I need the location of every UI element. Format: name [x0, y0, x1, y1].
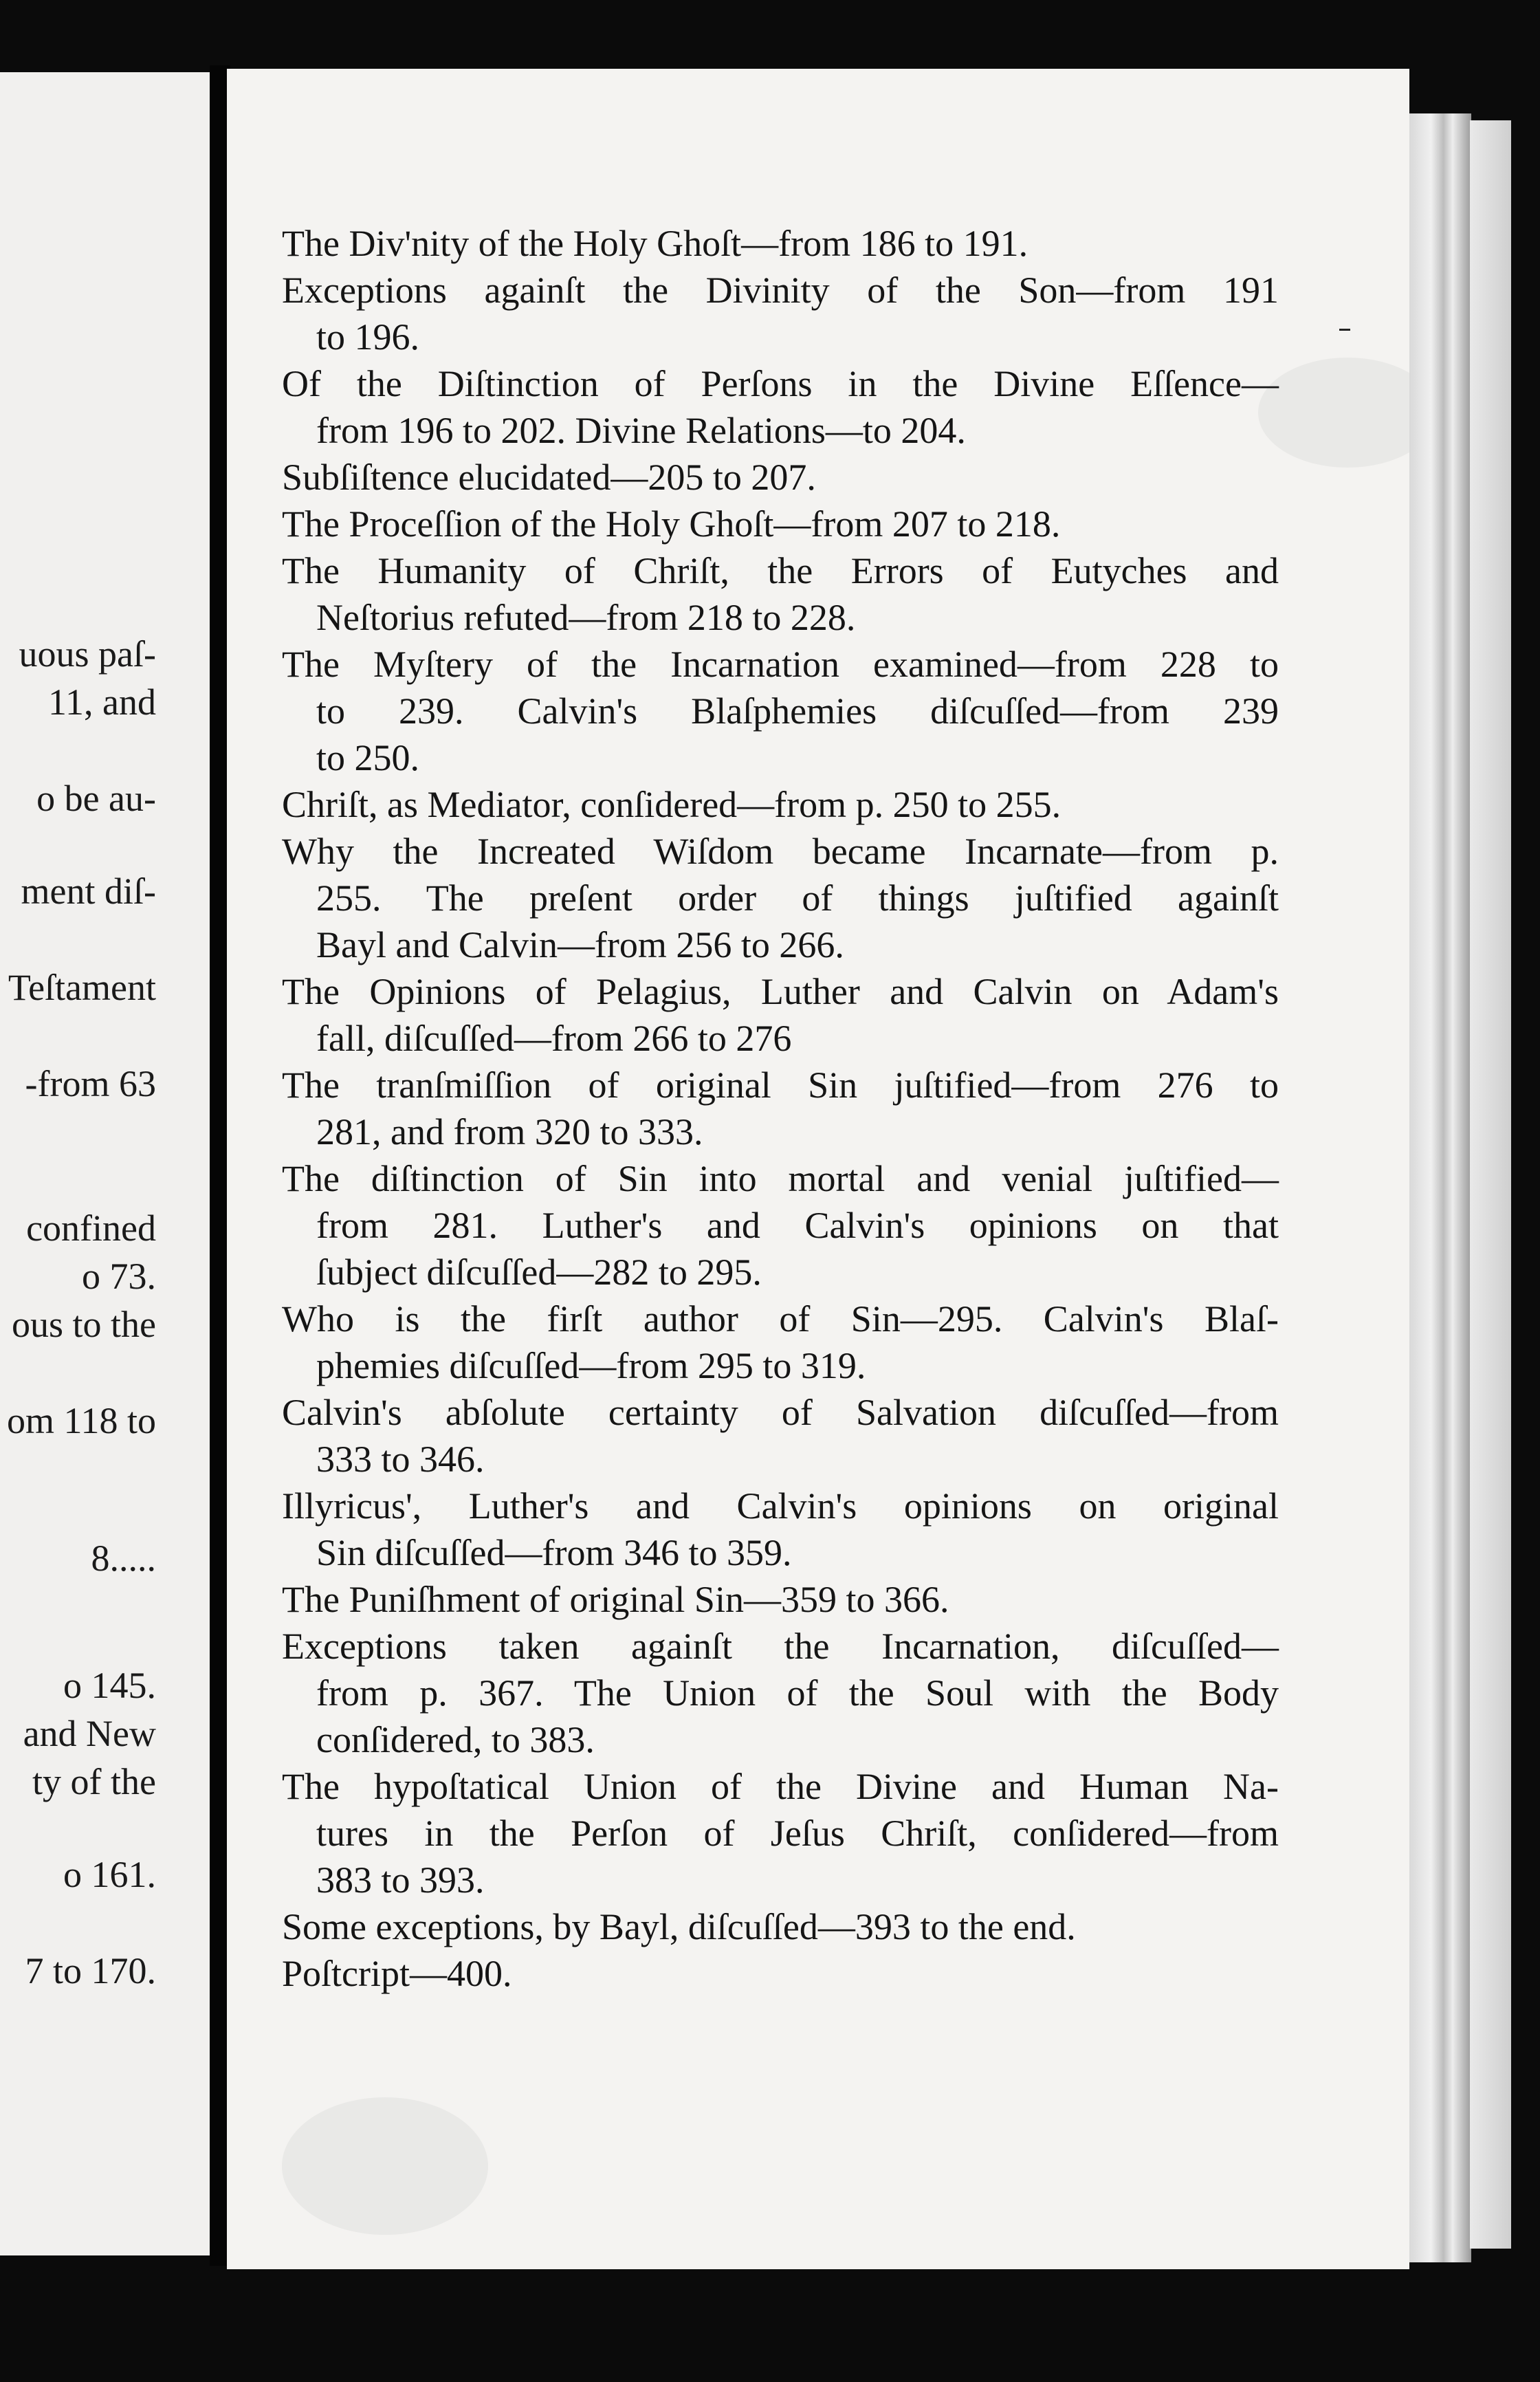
- toc-line: 383 to 393.: [316, 1859, 485, 1901]
- left-page-fragment: o 73.: [82, 1256, 156, 1297]
- toc-line: to 196.: [316, 316, 420, 358]
- toc-line: Illyricus', Luther's and Calvin's opinions on original: [282, 1485, 1279, 1527]
- toc-line: Exceptions againſt the Divinity of the Son—from 191: [282, 270, 1279, 311]
- toc-line: from p. 367. The Union of the Soul with the Body: [316, 1672, 1279, 1714]
- table-of-contents: [282, 220, 1279, 1997]
- toc-line: Who is the firſt author of Sin—295. Calvin's Blaſ-: [282, 1298, 1279, 1340]
- paper-stain: [282, 2097, 488, 2235]
- toc-line: The Proceſſion of the Holy Ghoſt—from 207 to 218.: [282, 503, 1061, 545]
- toc-entry: [282, 360, 1279, 454]
- toc-line: from 281. Luther's and Calvin's opinions on that: [316, 1205, 1279, 1246]
- toc-line: from 196 to 202. Divine Relations—to 204.: [316, 410, 966, 451]
- toc-line: Poſtcript—400.: [282, 1953, 512, 1994]
- toc-line: The hypoſtatical Union of the Divine and Human Na-: [282, 1766, 1279, 1807]
- left-page: [0, 72, 210, 2255]
- toc-line: The Opinions of Pelagius, Luther and Calvin on Adam's: [282, 971, 1279, 1012]
- toc-entry: [282, 1296, 1279, 1389]
- toc-line: Bayl and Calvin—from 256 to 266.: [316, 924, 844, 965]
- toc-entry: [282, 1950, 1279, 1997]
- toc-line: to 239. Calvin's Blaſphemies diſcuſſed—from 239: [316, 690, 1279, 732]
- left-page-fragment: o be au-: [36, 778, 156, 819]
- left-page-fragment: uous paſ-: [19, 633, 156, 675]
- left-page-fragment: om 118 to: [6, 1400, 156, 1441]
- toc-line: Calvin's abſolute certainty of Salvation diſcuſſed—from: [282, 1392, 1279, 1433]
- toc-line: The Puniſhment of original Sin—359 to 366.: [282, 1579, 949, 1620]
- toc-line: ſubject diſcuſſed—282 to 295.: [316, 1252, 762, 1293]
- left-page-fragment: o 161.: [63, 1854, 156, 1895]
- toc-line: tures in the Perſon of Jeſus Chriſt, conſidered—from: [316, 1813, 1279, 1854]
- left-page-fragment: 8.....: [91, 1538, 156, 1579]
- left-page-fragment: o 145.: [63, 1665, 156, 1706]
- page-edge: [1409, 113, 1471, 2262]
- toc-entry: [282, 1763, 1279, 1903]
- toc-entry: [282, 1155, 1279, 1296]
- toc-entry: [282, 1483, 1279, 1576]
- left-page-fragment: ment diſ-: [21, 871, 156, 912]
- toc-line: Chriſt, as Mediator, conſidered—from p. 250 to 255.: [282, 784, 1062, 825]
- toc-line: Some exceptions, by Bayl, diſcuſſed—393 to the end.: [282, 1906, 1076, 1947]
- toc-entry: [282, 547, 1279, 641]
- toc-line: fall, diſcuſſed—from 266 to 276: [316, 1018, 792, 1059]
- toc-entry: [282, 1623, 1279, 1763]
- toc-line: 333 to 346.: [316, 1439, 485, 1480]
- left-page-fragment: 7 to 170.: [25, 1950, 156, 1991]
- toc-entry: [282, 1903, 1279, 1950]
- toc-entry: [282, 1576, 1279, 1623]
- margin-mark: [1339, 329, 1350, 331]
- toc-line: The tranſmiſſion of original Sin juſtified—from 276 to: [282, 1064, 1279, 1106]
- toc-entry: [282, 220, 1279, 267]
- toc-line: The Myſtery of the Incarnation examined—from 228 to: [282, 644, 1279, 685]
- toc-entry: [282, 267, 1279, 360]
- toc-line: Subſiſtence elucidated—205 to 207.: [282, 457, 816, 498]
- toc-entry: [282, 968, 1279, 1062]
- toc-line: conſidered, to 383.: [316, 1719, 595, 1760]
- left-page-fragment: 11, and: [48, 681, 156, 723]
- toc-line: Exceptions taken againſt the Incarnation, diſcuſſed—: [282, 1626, 1279, 1667]
- toc-line: Of the Diſtinction of Perſons in the Divine Eſſence—: [282, 363, 1279, 404]
- toc-line: 281, and from 320 to 333.: [316, 1111, 703, 1152]
- left-page-fragment: ty of the: [32, 1761, 156, 1802]
- toc-line: Why the Increated Wiſdom became Incarnate—from p.: [282, 831, 1279, 872]
- toc-line: Neſtorius refuted—from 218 to 228.: [316, 597, 856, 638]
- left-page-fragment: confined: [26, 1208, 156, 1249]
- toc-line: The diſtinction of Sin into mortal and venial juſtified—: [282, 1158, 1279, 1199]
- toc-entry: [282, 1062, 1279, 1155]
- toc-entry: [282, 1389, 1279, 1483]
- toc-line: to 250.: [316, 737, 420, 778]
- toc-entry: [282, 828, 1279, 968]
- toc-entry: [282, 454, 1279, 501]
- page-edge: [1470, 120, 1511, 2249]
- toc-line: The Humanity of Chriſt, the Errors of Eutyches and: [282, 550, 1279, 591]
- toc-line: phemies diſcuſſed—from 295 to 319.: [316, 1345, 866, 1386]
- left-page-fragment: ous to the: [12, 1304, 156, 1345]
- left-page-fragment: -from 63: [25, 1063, 156, 1104]
- toc-line: The Div'nity of the Holy Ghoſt—from 186 to 191.: [282, 223, 1028, 264]
- toc-line: 255. The preſent order of things juſtified againſt: [316, 877, 1279, 919]
- toc-line: Sin diſcuſſed—from 346 to 359.: [316, 1532, 792, 1573]
- toc-entry: [282, 641, 1279, 781]
- left-page-fragment: Teſtament: [8, 967, 156, 1008]
- left-page-fragment: and New: [23, 1713, 156, 1754]
- toc-entry: [282, 781, 1279, 828]
- toc-entry: [282, 501, 1279, 547]
